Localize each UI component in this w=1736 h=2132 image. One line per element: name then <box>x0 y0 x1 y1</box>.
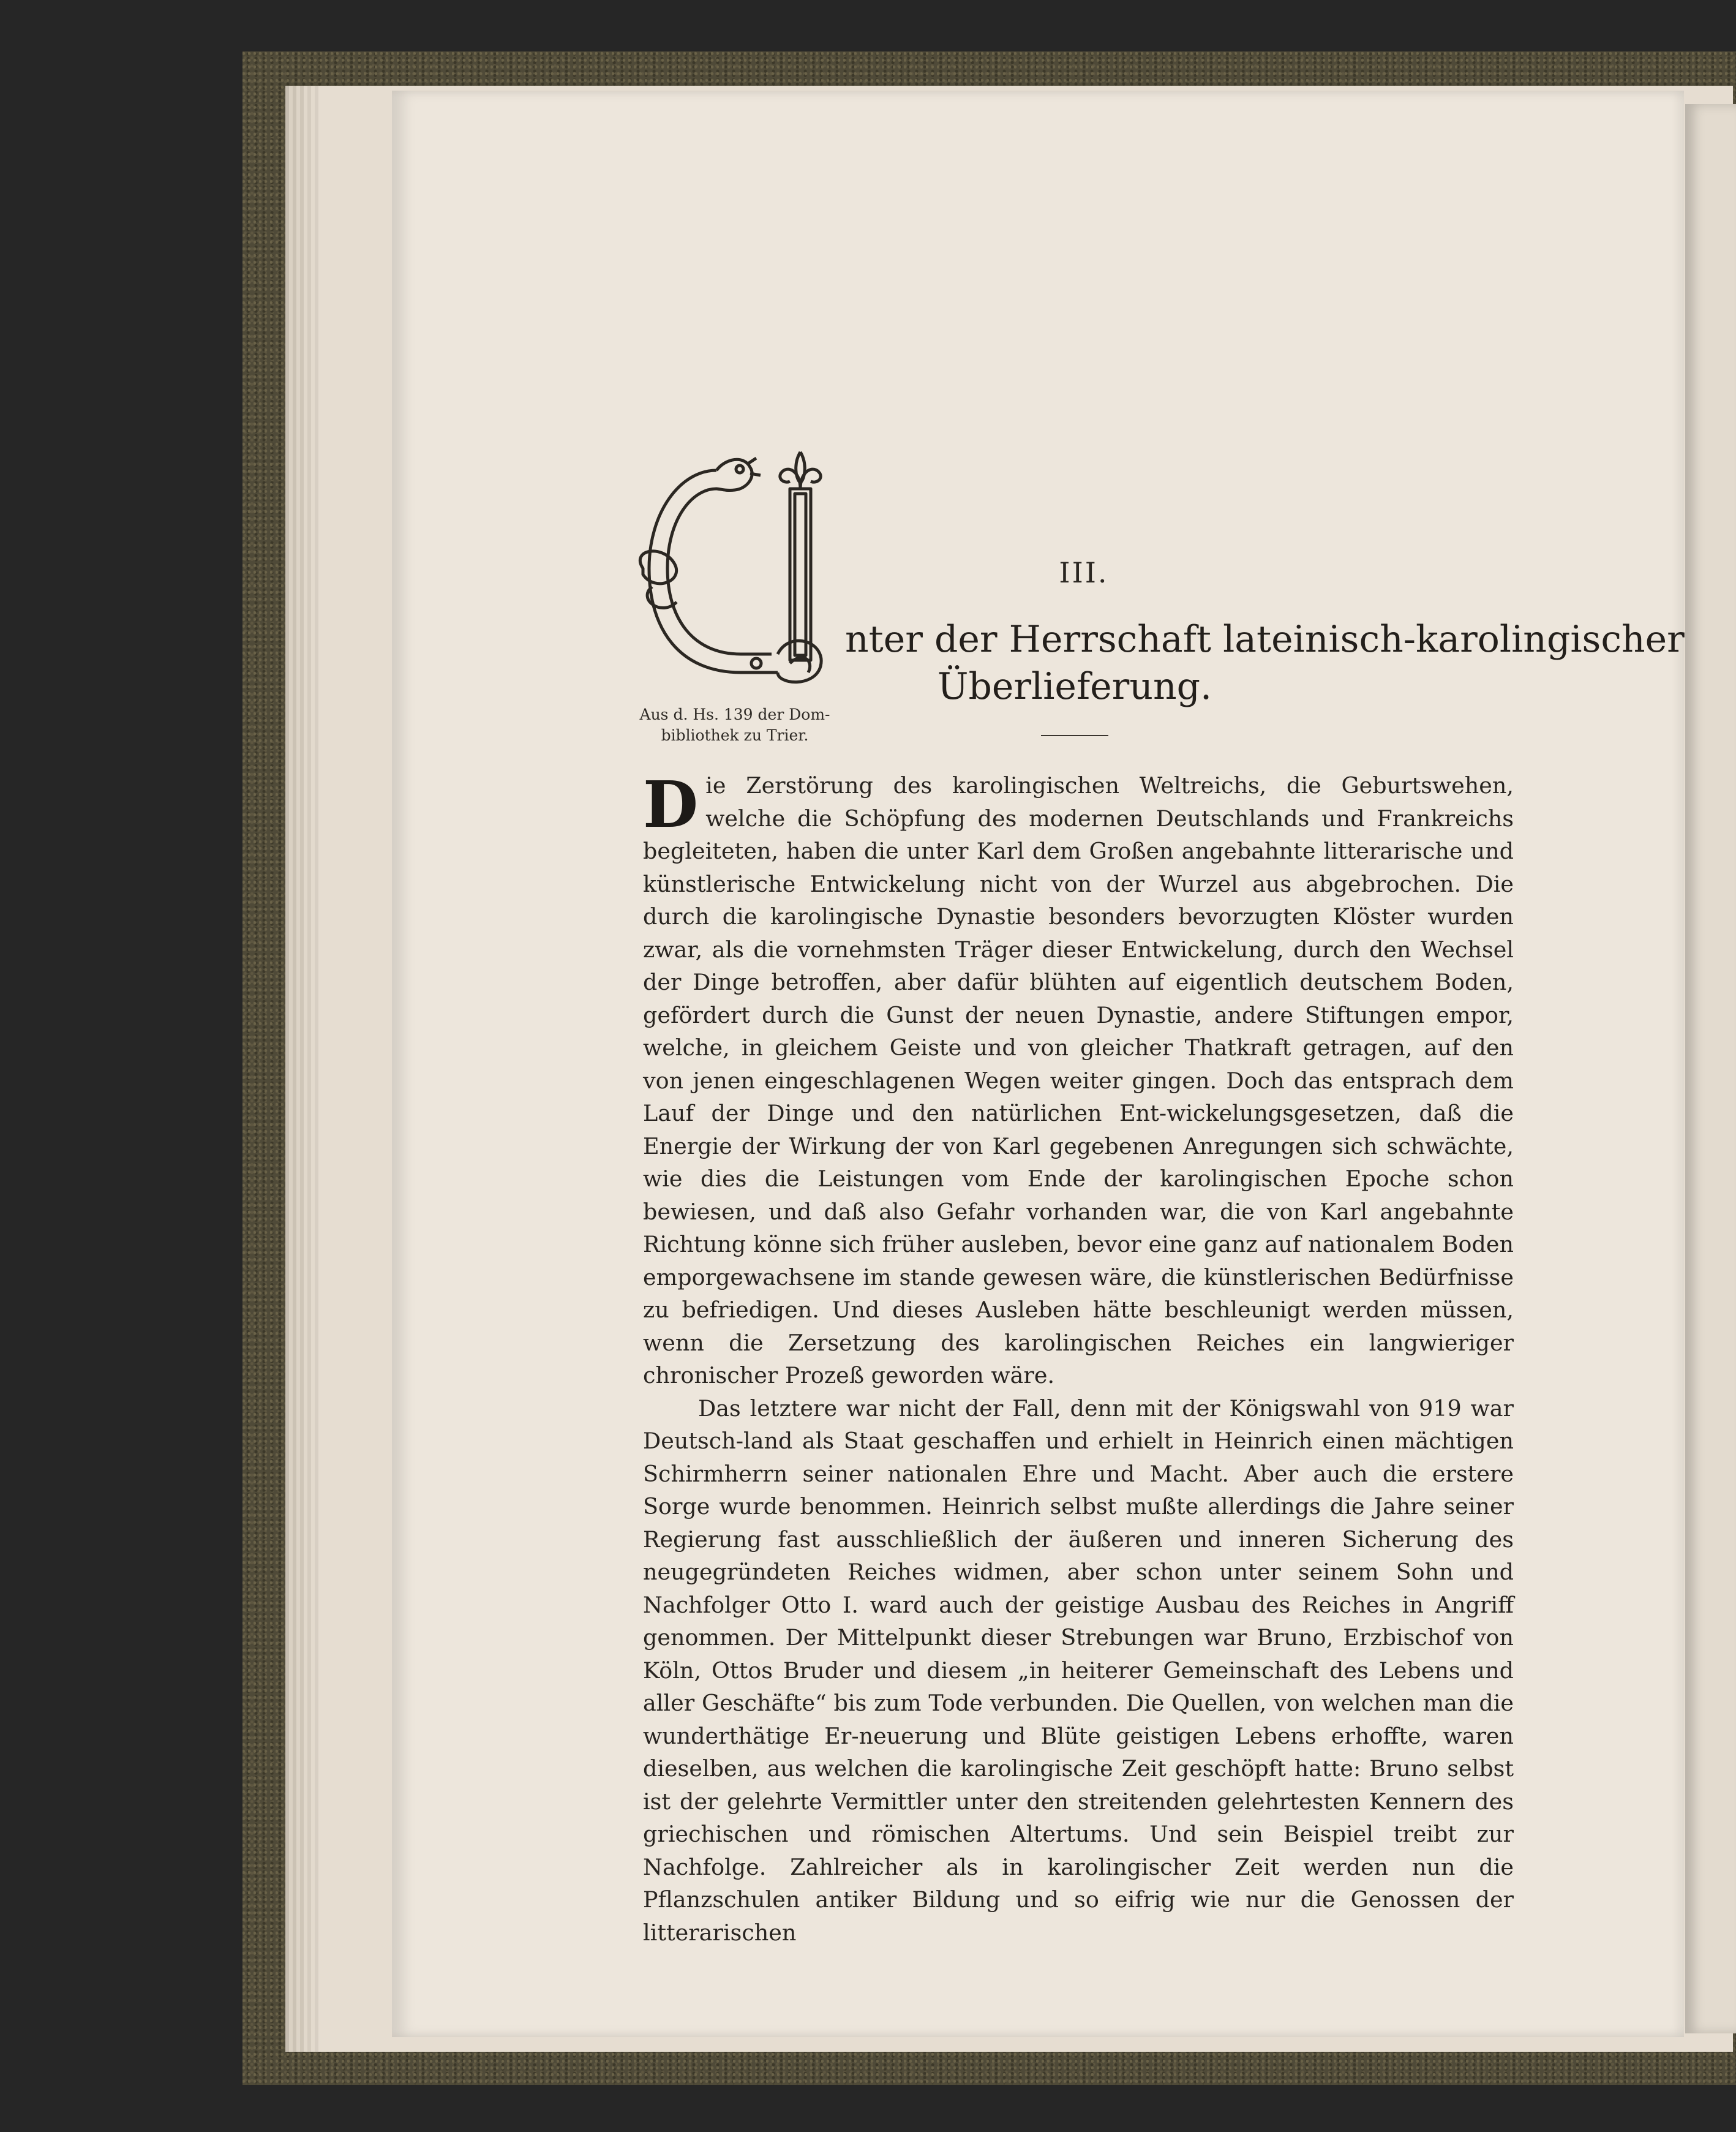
ornamental-initial-u-icon <box>625 446 845 691</box>
chapter-title: nter der Herrschaft lateinisch-karolingischer <box>845 618 1685 661</box>
chapter-title-continued: Überlieferung. <box>937 665 1212 708</box>
chapter-number: III. <box>1059 556 1109 589</box>
title-divider <box>1041 735 1108 736</box>
paragraph: Das letztere war nicht der Fall, denn mit der Königswahl von 919 war Deutsch-land als Staat geschaffen und erhielt in Heinrich einen mächtigen Schirmherrn seiner nationalen Ehre und Macht. Aber auch die erstere Sorge wurde benommen. Heinrich selbst mußte allerdings die Jahre seiner Regierung fast ausschließlich der äußeren und inneren Sicherung des neugegründeten Reiches widmen, aber schon unter seinem Sohn und Nachfolger Otto I. ward auch der geistige Ausbau des Reiches in Angriff genommen. Der Mittelpunkt dieser Strebungen war Bruno, Erzbischof von Köln, Ottos Bruder und diesem „in heiterer Gemeinschaft des Lebens und aller Geschäfte“ bis zum Tode verbunden. Die Quellen, von welchen man die wunderthätige Er-neuerung und Blüte geistigen Lebens erhoffte, waren dieselben, aus welchen die karolingische Zeit geschöpft hatte: Bruno selbst ist der gelehrte Vermittler unter den streitenden gelehrtesten Kennern des griechischen und römischen Altertums. Und sein Beispiel treibt zur Nachfolge. Zahlreicher als in karolingischer Zeit werden nun die Pflanzschulen antiker Bildung und so eifrig wie nur die Genossen der litterarischen <box>643 1395 1514 1946</box>
initial-caption <box>637 704 833 746</box>
caption-line: Aus d. Hs. 139 der Dom- <box>639 706 830 723</box>
drop-cap: D <box>643 767 699 842</box>
next-page-edge <box>1685 104 1736 2033</box>
body-text <box>643 769 1514 1949</box>
paragraph <box>643 769 1514 1392</box>
paragraph-text: ie Zerstörung des karolingischen Weltreichs, die Geburtswehen, welche die Schöpfung des modernen Deutschlands und Frankreichs begleiteten, haben die unter Karl dem Großen angebahnte litterarische und künstlerische Entwickelung nicht von der Wurzel aus abgebrochen. Die durch die karolingische Dynastie besonders bevorzugten Klöster wurden zwar, als die vornehmsten Träger dieser Entwickelung, durch den Wechsel der Dinge betroffen, aber dafür blühten auf eigentlich deutschem Boden, gefördert durch die Gunst der neuen Dynastie, andere Stiftungen empor, welche, in gleichem Geiste und von gleicher Thatkraft getragen, auf den von jenen eingeschlagenen Wegen weiter gingen. Doch das entsprach dem Lauf der Dinge und den natürlichen Ent-wickelungsgesetzen, daß die Energie der Wirkung der von Karl gegebenen Anregungen sich schwächte, wie dies die Leistungen vom Ende der karolingischen Epoche schon bewiesen, und daß also Gefahr vorhanden war, die von Karl angebahnte Richtung könne sich früher ausleben, bevor eine ganz auf nationalem Boden emporgewachsene im stande gewesen wäre, die künstlerischen Bedürfnisse zu befriedigen. Und dieses Ausleben hätte beschleunigt werden müssen, wenn die Zersetzung des karolingischen Reiches ein langwieriger chronischer Prozeß geworden wäre. <box>643 772 1514 1388</box>
caption-line: bibliothek zu Trier. <box>661 726 809 744</box>
